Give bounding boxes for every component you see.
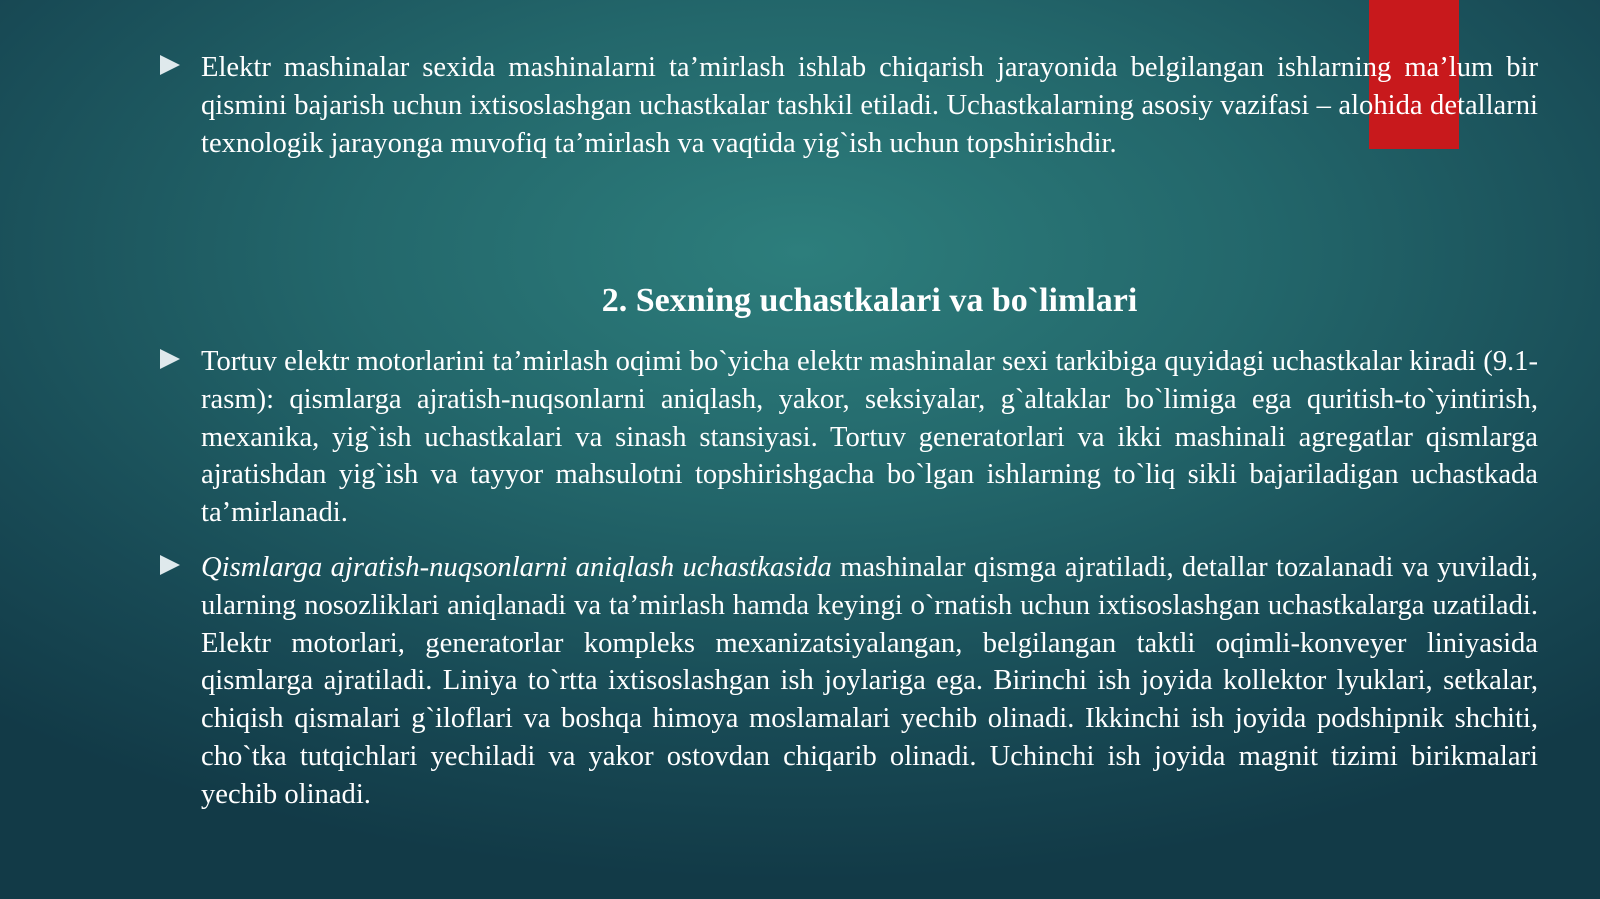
bullet-item-1 (160, 49, 1538, 162)
triangle-right-icon (160, 549, 201, 575)
section-heading: 2. Sexning uchastkalari va bo`limlari (601, 282, 1138, 319)
bullet-item-3 (160, 549, 1538, 814)
triangle-right-icon (160, 49, 201, 75)
paragraph-3-italic-lead: Qismlarga ajratish-nuqsonlarni aniqlash uchastkasida (201, 552, 832, 583)
paragraph-text-3 (201, 549, 1538, 814)
paragraph-3-body: mashinalar qismga ajratiladi, detallar tozalanadi va yuviladi, ularning nosozliklari aniqlanadi va ta’mirlash hamda keyingi o`rnatish uchun ixtisoslashgan uchastkalarga uzatiladi. Elektr motorlari, generatorlar kompleks mexanizatsiyalangan, belgilangan taktli oqimli-konveyer liniyasida qismlarga ajratiladi. Liniya to`rtta ixtisoslashgan ish joylariga ega. Birinchi ish joyida kollektor lyuklari, setkalar, chiqish qismalari g`iloflari va boshqa himoya moslamalari yechib olinadi. Ikkinchi ish joyida podshipnik shchiti, cho`tka tutqichlari yechiladi va yakor ostovdan chiqarib olinadi. Uchinchi ish joyida magnit tizimi birikmalari yechib olinadi. (201, 552, 1538, 810)
paragraph-text-1: Elektr mashinalar sexida mashinalarni ta’mirlash ishlab chiqarish jarayonida belgilangan ishlarning ma’lum bir qismini bajarish uchun ixtisoslashgan uchastkalar tashkil etiladi. Uchastkalarning asosiy vazifasi – alohida detallarni texnologik jarayonga muvofiq ta’mirlash va vaqtida yig`ish uchun topshirishdir. (201, 52, 1538, 159)
paragraph-text-2: Tortuv elektr motorlarini ta’mirlash oqimi bo`yicha elektr mashinalar sexi tarkibiga quyidagi uchastkalar kiradi (9.1-rasm): qismlarga ajratish-nuqsonlarni aniqlash, yakor, seksiyalar, g`altaklar bo`limiga ega quritish-to`yintirish, mexanika, yig`ish uchastkalari va sinash stansiyasi. Tortuv generatorlari va ikki mashinali agregatlar qismlarga ajratishdan yig`ish va tayyor mahsulotni topshirishgacha bo`lgan ishlarning to`liq sikli bajariladigan uchastkada ta’mirlanadi. (201, 346, 1538, 529)
bullet-item-2 (160, 343, 1538, 532)
triangle-right-icon (160, 343, 201, 369)
